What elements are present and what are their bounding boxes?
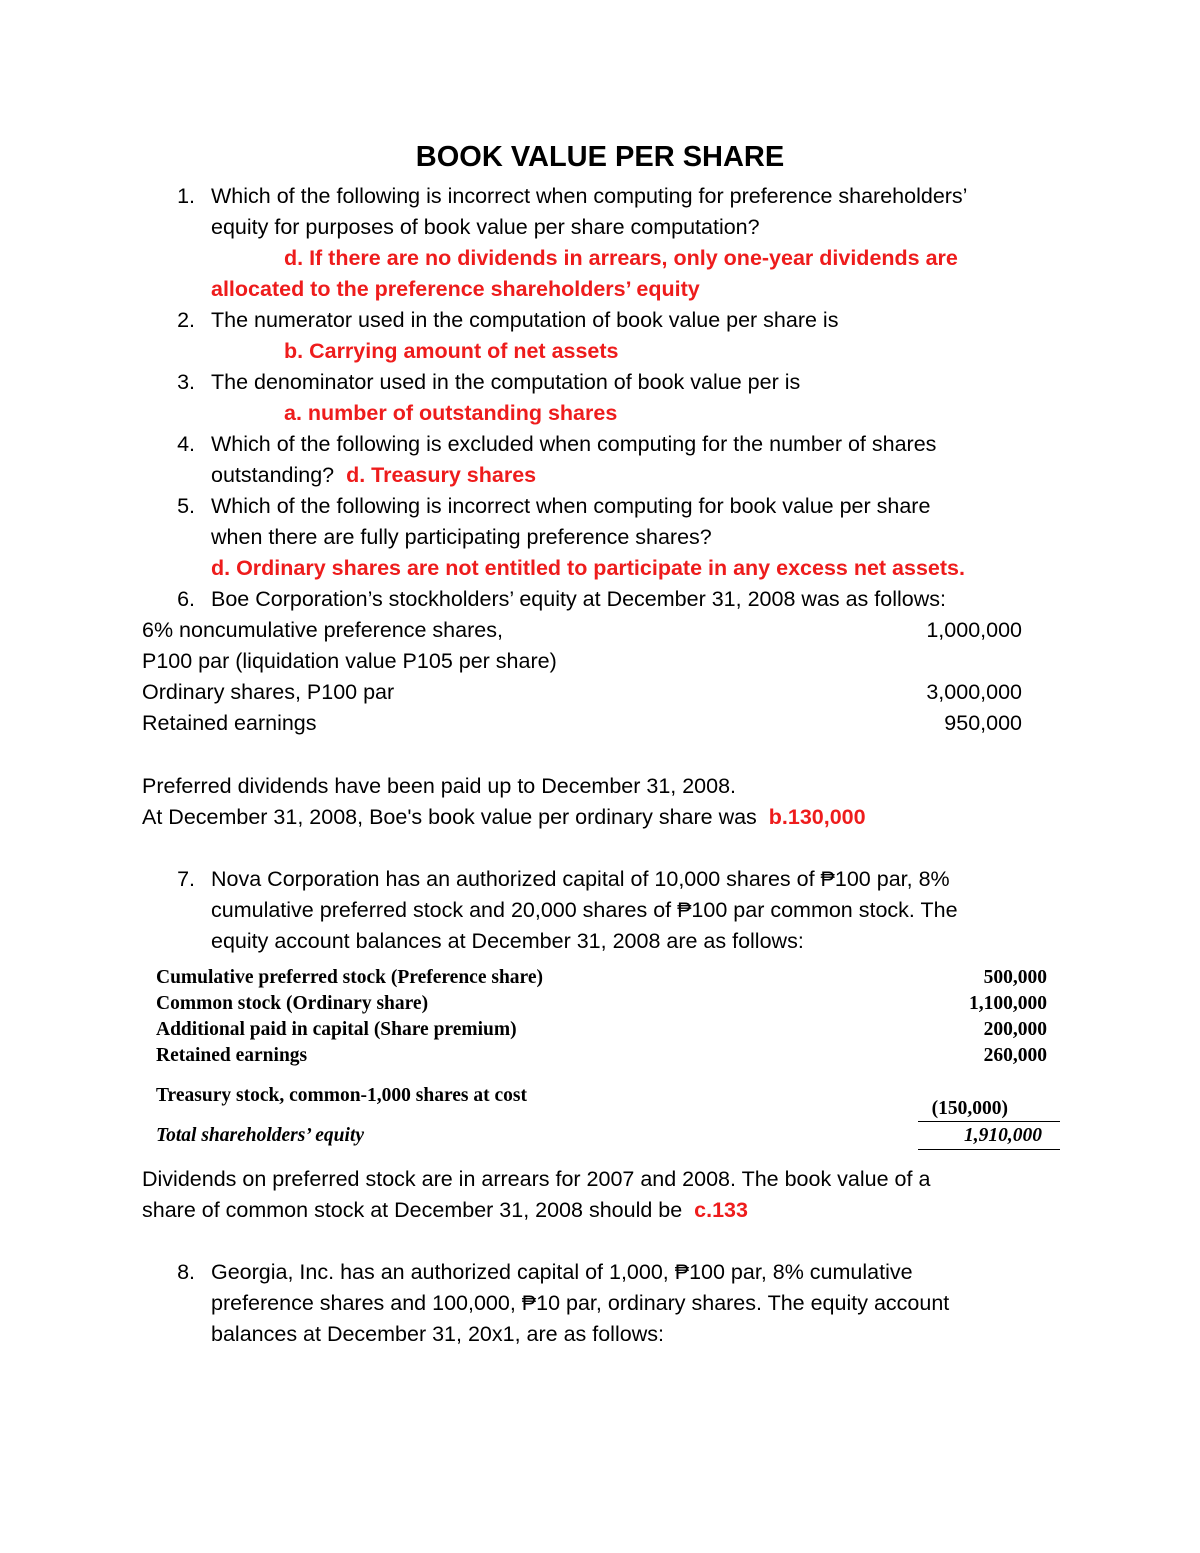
question-text: The denominator used in the computation of book value per is <box>211 370 801 394</box>
answer-text: allocated to the preference shareholders’ equity <box>211 277 700 301</box>
paragraph-text <box>142 1195 748 1226</box>
answer-text: b.130,000 <box>768 805 866 829</box>
question-text: balances at December 31, 20x1, are as follows: <box>211 1322 664 1346</box>
paragraph-text <box>142 802 866 833</box>
equity-row-amount: 3,000,000 <box>926 680 1022 704</box>
question-number: 8. <box>177 1260 195 1284</box>
question-text: Which of the following is incorrect when computing for book value per share <box>211 494 931 518</box>
paragraph-text: Dividends on preferred stock are in arrears for 2007 and 2008. The book value of a <box>142 1167 931 1191</box>
question-number: 5. <box>177 494 195 518</box>
equity-row-label: Ordinary shares, P100 par <box>142 680 395 704</box>
answer-text: a. number of outstanding shares <box>284 401 618 425</box>
table-row-label: Common stock (Ordinary share) <box>156 993 429 1014</box>
question-text: cumulative preferred stock and 20,000 shares of ₱100 par common stock. The <box>211 898 958 922</box>
question-text: Georgia, Inc. has an authorized capital of 1,000, ₱100 par, 8% cumulative <box>211 1260 913 1284</box>
table-row-amount: 1,100,000 <box>969 993 1047 1014</box>
answer-text: b. Carrying amount of net assets <box>284 339 619 363</box>
table-row-amount: 260,000 <box>983 1045 1047 1066</box>
equity-row-amount: 950,000 <box>944 711 1022 735</box>
question-number: 7. <box>177 867 195 891</box>
table-double-underline <box>918 1149 1060 1150</box>
question-number: 3. <box>177 370 195 394</box>
table-row-label: Cumulative preferred stock (Preference share) <box>156 967 544 988</box>
question-text: Boe Corporation’s stockholders’ equity at December 31, 2008 was as follows: <box>211 587 946 611</box>
table-row-amount: (150,000) <box>931 1098 1008 1119</box>
question-text: Which of the following is excluded when computing for the number of shares <box>211 432 937 456</box>
table-underline <box>918 1121 1060 1122</box>
table-row-label: Additional paid in capital (Share premium) <box>156 1019 517 1040</box>
table-row-amount: 200,000 <box>983 1019 1047 1040</box>
question-text: equity account balances at December 31, 2008 are as follows: <box>211 929 804 953</box>
paragraph-text: Preferred dividends have been paid up to December 31, 2008. <box>142 774 737 798</box>
question-text: The numerator used in the computation of book value per share is <box>211 308 839 332</box>
equity-row-label: P100 par (liquidation value P105 per share) <box>142 649 557 673</box>
table-row-amount: 500,000 <box>983 967 1047 988</box>
table-row-label: Retained earnings <box>156 1045 308 1066</box>
equity-row-label: 6% noncumulative preference shares, <box>142 618 503 642</box>
answer-text: d. Treasury shares <box>346 463 537 487</box>
question-text: Which of the following is incorrect when computing for preference shareholders’ <box>211 184 968 208</box>
question-number: 1. <box>177 184 195 208</box>
paragraph-text-part: At December 31, 2008, Boe's book value per ordinary share was <box>142 805 757 829</box>
answer-text: d. If there are no dividends in arrears, only one-year dividends are <box>284 246 958 270</box>
question-text: equity for purposes of book value per share computation? <box>211 215 760 239</box>
question-text: preference shares and 100,000, ₱10 par, ordinary shares. The equity account <box>211 1291 950 1315</box>
question-text: Nova Corporation has an authorized capital of 10,000 shares of ₱100 par, 8% <box>211 867 950 891</box>
equity-row-amount: 1,000,000 <box>926 618 1022 642</box>
question-text-part: outstanding? <box>211 463 335 487</box>
table-total-label: Total shareholders’ equity <box>156 1125 365 1146</box>
table-row-label: Treasury stock, common-1,000 shares at cost <box>156 1085 528 1106</box>
table-total-amount: 1,910,000 <box>964 1125 1042 1146</box>
question-number: 2. <box>177 308 195 332</box>
question-number: 4. <box>177 432 195 456</box>
paragraph-text-part: share of common stock at December 31, 2008 should be <box>142 1198 683 1222</box>
equity-row-label: Retained earnings <box>142 711 317 735</box>
answer-text: c.133 <box>694 1198 748 1222</box>
answer-text: d. Ordinary shares are not entitled to participate in any excess net assets. <box>211 556 965 580</box>
question-text <box>211 460 536 491</box>
question-number: 6. <box>177 587 195 611</box>
page-title: BOOK VALUE PER SHARE <box>415 141 785 173</box>
question-text: when there are fully participating preference shares? <box>211 525 712 549</box>
